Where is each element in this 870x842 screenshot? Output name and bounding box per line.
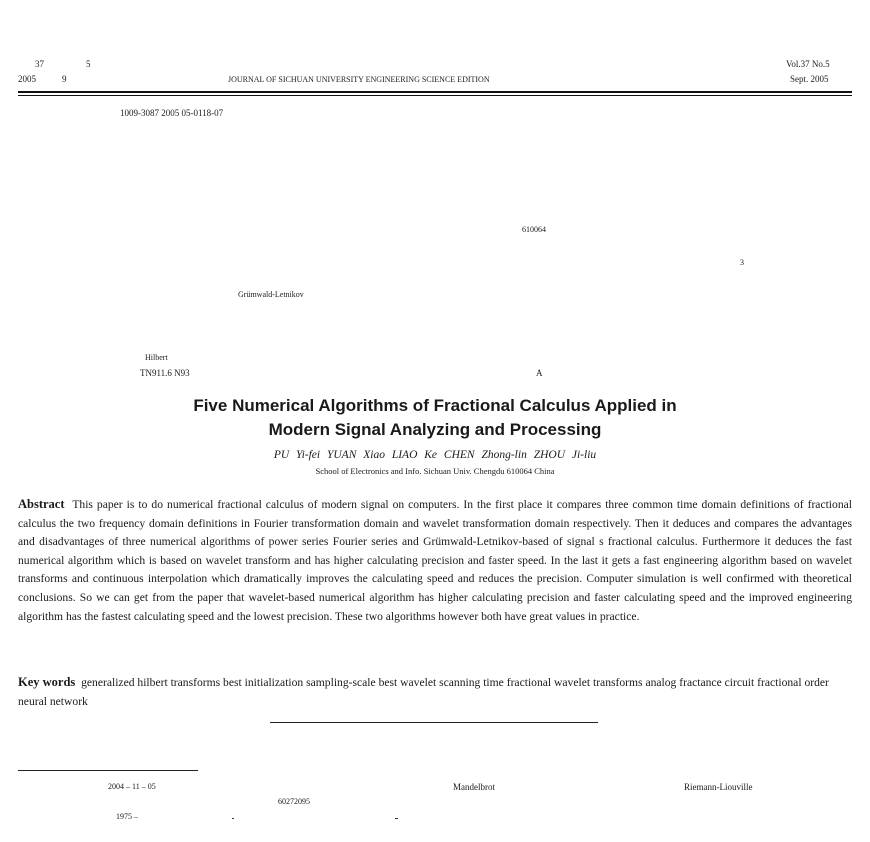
author-birth-year: 1975 – (116, 812, 138, 821)
footnote-rule (18, 770, 198, 771)
paper-title-line-1: Five Numerical Algorithms of Fractional Calculus Applied in (193, 396, 677, 415)
abstract-text: This paper is to do numerical fractional calculus of modern signal on computers. In the first place it compares three common time domain definitions of fractional calculus the two frequency domain definitions in Fourier transformation domain and wavelet transformation domain respectively. Then it deduces and compares the advantages and disadvantages of three numerical algorithms of power series Fourier series and Grümwald-Letnikov-based of signal s fractional calculus. Furthermore it deduces the fast numerical algorithm which is based on wavelet transform and has higher calculating precision and faster speed. In the last it gets a fast engineering algorithm based on wavelet transforms and continuous interpolation which dramatically improves the calculating speed and reduces the precision. Computer simulation is well confirmed with theoretical conclusions. So we can get from the paper that wavelet-based numerical algorithm has higher calculating precision and faster calculating speed and the improved engineering algorithm has the fastest calculating speed and the lowest precision. These two algorithms however both have great values in practice. (18, 498, 852, 623)
riemann-fragment: Riemann-Liouville (684, 782, 753, 792)
grant-number: 60272095 (278, 797, 310, 806)
affiliation: School of Electronics and Info. Sichuan Univ. Chengdu 610064 China (315, 466, 555, 476)
header-volume-en: Vol.37 No.5 (786, 59, 830, 69)
document-code: A (536, 368, 543, 378)
hilbert-fragment: Hilbert (145, 353, 168, 362)
footnote-mark (232, 818, 234, 819)
header-rule-thick (18, 91, 852, 93)
keywords-rule (270, 722, 598, 723)
keywords (18, 673, 852, 711)
abstract (18, 495, 852, 626)
mandelbrot-fragment: Mandelbrot (453, 782, 495, 792)
classification-number: TN911.6 N93 (140, 368, 190, 378)
article-id: 1009-3087 2005 05-0118-07 (120, 108, 224, 118)
author-list: PU Yi-fei YUAN Xiao LIAO Ke CHEN Zhong-lin ZHOU Ji-liu (273, 449, 597, 461)
abstract-label: Abstract (18, 497, 65, 511)
keywords-text: generalized hilbert transforms best initialization sampling-scale best wavelet scanning time fractional wavelet transforms analog fractance circuit fractional order neural network (18, 676, 829, 708)
postcode-fragment: 610064 (522, 225, 546, 234)
paper-title-line-2: Modern Signal Analyzing and Processing (268, 420, 602, 439)
received-date: 2004 – 11 – 05 (108, 782, 156, 791)
header-month-cn: 9 (62, 74, 67, 84)
reference-number-fragment: 3 (740, 258, 744, 267)
header-rule-thin (18, 95, 852, 96)
footnote-mark (395, 818, 398, 819)
header-volume-cn: 37 (35, 59, 44, 69)
header-date-en: Sept. 2005 (790, 74, 829, 84)
header-number-cn: 5 (86, 59, 91, 69)
header-year-cn: 2005 (18, 74, 36, 84)
keywords-label: Key words (18, 675, 76, 689)
paper-title (0, 394, 870, 442)
gl-fragment: Grümwald-Letnikov (238, 290, 304, 299)
journal-name: JOURNAL OF SICHUAN UNIVERSITY ENGINEERING SCIENCE EDITION (228, 75, 490, 84)
